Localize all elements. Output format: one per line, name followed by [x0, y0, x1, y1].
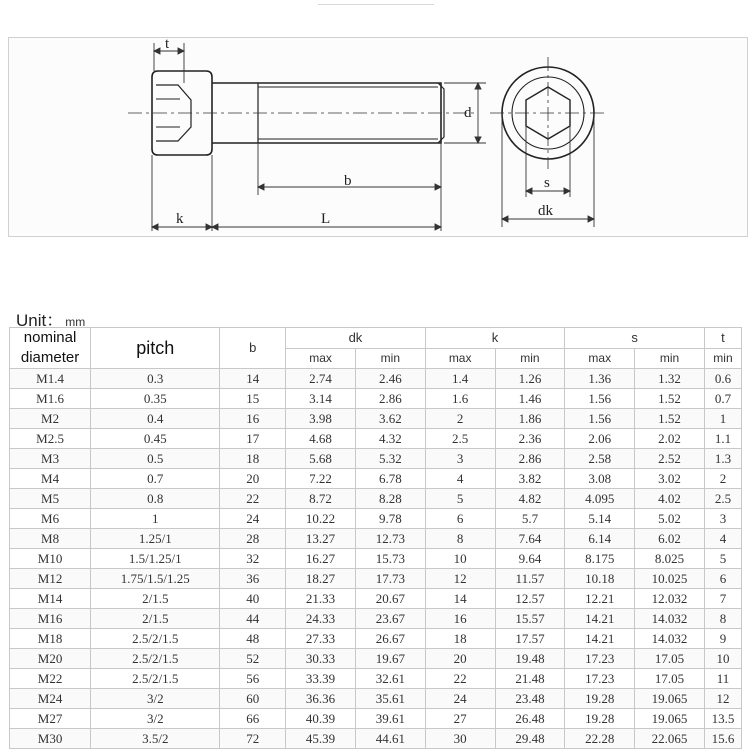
table-row	[10, 669, 742, 689]
cell-b: 24	[220, 509, 286, 529]
cell-t-min: 7	[704, 589, 741, 609]
cell-s-max: 4.095	[565, 489, 635, 509]
cell-b: 72	[220, 729, 286, 749]
screw-technical-drawing	[8, 37, 748, 237]
cell-dk-min: 2.46	[355, 369, 425, 389]
header-k-max: max	[425, 349, 495, 369]
cell-nominal: M1.4	[10, 369, 91, 389]
cell-dk-min: 9.78	[355, 509, 425, 529]
header-s-max: max	[565, 349, 635, 369]
cell-nominal: M4	[10, 469, 91, 489]
cell-pitch: 2/1.5	[91, 609, 220, 629]
cell-pitch: 0.4	[91, 409, 220, 429]
cell-dk-max: 27.33	[286, 629, 356, 649]
cell-s-min: 1.52	[635, 389, 705, 409]
cell-nominal: M22	[10, 669, 91, 689]
cell-dk-max: 3.98	[286, 409, 356, 429]
cell-pitch: 0.7	[91, 469, 220, 489]
cell-dk-max: 45.39	[286, 729, 356, 749]
cell-s-min: 14.032	[635, 629, 705, 649]
drawing-frame	[9, 38, 748, 237]
cell-s-min: 1.52	[635, 409, 705, 429]
cell-k-min: 1.26	[495, 369, 565, 389]
cell-nominal: M8	[10, 529, 91, 549]
table-row	[10, 649, 742, 669]
cell-t-min: 3	[704, 509, 741, 529]
cell-k-min: 1.86	[495, 409, 565, 429]
cell-dk-min: 35.61	[355, 689, 425, 709]
cell-b: 44	[220, 609, 286, 629]
table-row	[10, 449, 742, 469]
cell-k-min: 11.57	[495, 569, 565, 589]
cell-s-max: 14.21	[565, 609, 635, 629]
cell-nominal: M18	[10, 629, 91, 649]
cell-b: 28	[220, 529, 286, 549]
cell-nominal: M10	[10, 549, 91, 569]
cell-nominal: M12	[10, 569, 91, 589]
table-row	[10, 409, 742, 429]
cell-pitch: 2/1.5	[91, 589, 220, 609]
table-row	[10, 629, 742, 649]
header-pitch: pitch	[91, 328, 220, 369]
table-row	[10, 569, 742, 589]
cell-t-min: 8	[704, 609, 741, 629]
cell-pitch: 2.5/2/1.5	[91, 669, 220, 689]
cell-s-max: 17.23	[565, 669, 635, 689]
header-s-min: min	[635, 349, 705, 369]
cell-dk-max: 2.74	[286, 369, 356, 389]
cell-t-min: 1	[704, 409, 741, 429]
cell-dk-max: 36.36	[286, 689, 356, 709]
table-row	[10, 549, 742, 569]
cell-dk-max: 8.72	[286, 489, 356, 509]
cell-k-max: 5	[425, 489, 495, 509]
cell-b: 48	[220, 629, 286, 649]
cell-dk-min: 8.28	[355, 489, 425, 509]
cell-dk-min: 26.67	[355, 629, 425, 649]
table-row	[10, 689, 742, 709]
cell-s-max: 2.58	[565, 449, 635, 469]
header-b: b	[220, 328, 286, 369]
header-nominal-line2: diameter	[20, 349, 80, 366]
cell-k-min: 2.36	[495, 429, 565, 449]
label-dk: dk	[538, 203, 553, 219]
cell-k-max: 4	[425, 469, 495, 489]
cell-dk-min: 39.61	[355, 709, 425, 729]
cell-dk-min: 5.32	[355, 449, 425, 469]
cell-k-max: 14	[425, 589, 495, 609]
cell-pitch: 3.5/2	[91, 729, 220, 749]
cell-dk-max: 33.39	[286, 669, 356, 689]
cell-b: 16	[220, 409, 286, 429]
cell-k-min: 2.86	[495, 449, 565, 469]
cell-s-min: 8.025	[635, 549, 705, 569]
cell-k-max: 24	[425, 689, 495, 709]
cell-k-min: 21.48	[495, 669, 565, 689]
cell-s-min: 17.05	[635, 649, 705, 669]
cell-t-min: 13.5	[704, 709, 741, 729]
cell-k-max: 12	[425, 569, 495, 589]
cell-s-min: 19.065	[635, 689, 705, 709]
cell-nominal: M6	[10, 509, 91, 529]
header-k-min: min	[495, 349, 565, 369]
cell-s-max: 8.175	[565, 549, 635, 569]
label-s: s	[544, 175, 550, 191]
cell-dk-min: 44.61	[355, 729, 425, 749]
cell-b: 22	[220, 489, 286, 509]
cell-s-max: 3.08	[565, 469, 635, 489]
cell-s-min: 4.02	[635, 489, 705, 509]
cell-t-min: 15.6	[704, 729, 741, 749]
cell-dk-max: 24.33	[286, 609, 356, 629]
cell-s-max: 1.56	[565, 389, 635, 409]
cell-b: 40	[220, 589, 286, 609]
cell-dk-max: 40.39	[286, 709, 356, 729]
cell-s-min: 12.032	[635, 589, 705, 609]
cell-b: 18	[220, 449, 286, 469]
cell-dk-max: 10.22	[286, 509, 356, 529]
cell-s-max: 6.14	[565, 529, 635, 549]
cell-pitch: 1.5/1.25/1	[91, 549, 220, 569]
cell-pitch: 0.35	[91, 389, 220, 409]
header-s: s	[565, 328, 705, 349]
cell-dk-min: 19.67	[355, 649, 425, 669]
table-row	[10, 589, 742, 609]
cell-nominal: M3	[10, 449, 91, 469]
cell-pitch: 1.25/1	[91, 529, 220, 549]
cell-k-max: 8	[425, 529, 495, 549]
header-t: t	[704, 328, 741, 349]
cell-k-min: 5.7	[495, 509, 565, 529]
cell-nominal: M2	[10, 409, 91, 429]
cell-s-max: 1.56	[565, 409, 635, 429]
cell-k-min: 3.82	[495, 469, 565, 489]
cell-nominal: M2.5	[10, 429, 91, 449]
label-b: b	[344, 173, 352, 189]
cell-t-min: 0.7	[704, 389, 741, 409]
cell-s-min: 3.02	[635, 469, 705, 489]
label-d: d	[464, 105, 472, 121]
label-L: L	[321, 211, 331, 227]
header-nominal-diameter	[10, 328, 91, 369]
cell-t-min: 2	[704, 469, 741, 489]
cell-pitch: 2.5/2/1.5	[91, 649, 220, 669]
cell-s-max: 10.18	[565, 569, 635, 589]
cell-pitch: 0.3	[91, 369, 220, 389]
cell-s-max: 14.21	[565, 629, 635, 649]
cell-s-max: 12.21	[565, 589, 635, 609]
table-row	[10, 469, 742, 489]
cell-k-min: 26.48	[495, 709, 565, 729]
header-dk-min: min	[355, 349, 425, 369]
cell-dk-max: 7.22	[286, 469, 356, 489]
cell-s-max: 19.28	[565, 709, 635, 729]
cell-t-min: 4	[704, 529, 741, 549]
cell-s-max: 5.14	[565, 509, 635, 529]
cell-pitch: 0.45	[91, 429, 220, 449]
cell-k-min: 17.57	[495, 629, 565, 649]
cell-pitch: 0.8	[91, 489, 220, 509]
cell-pitch: 3/2	[91, 709, 220, 729]
cell-k-max: 30	[425, 729, 495, 749]
cell-k-max: 2.5	[425, 429, 495, 449]
cell-s-min: 2.52	[635, 449, 705, 469]
table-row	[10, 529, 742, 549]
unit-separator: ：	[46, 311, 64, 330]
cell-nominal: M30	[10, 729, 91, 749]
cell-k-max: 6	[425, 509, 495, 529]
cell-t-min: 1.1	[704, 429, 741, 449]
table-body	[10, 369, 742, 749]
cell-nominal: M24	[10, 689, 91, 709]
cell-dk-max: 16.27	[286, 549, 356, 569]
cell-s-max: 19.28	[565, 689, 635, 709]
cell-dk-min: 2.86	[355, 389, 425, 409]
cell-b: 52	[220, 649, 286, 669]
cell-dk-max: 4.68	[286, 429, 356, 449]
cell-b: 17	[220, 429, 286, 449]
cell-s-min: 17.05	[635, 669, 705, 689]
cell-b: 32	[220, 549, 286, 569]
cell-t-min: 5	[704, 549, 741, 569]
cell-k-min: 9.64	[495, 549, 565, 569]
cell-s-min: 14.032	[635, 609, 705, 629]
cell-t-min: 10	[704, 649, 741, 669]
cell-k-max: 22	[425, 669, 495, 689]
cell-dk-min: 4.32	[355, 429, 425, 449]
table-row	[10, 709, 742, 729]
cell-k-min: 15.57	[495, 609, 565, 629]
cell-s-min: 5.02	[635, 509, 705, 529]
header-row-1	[10, 328, 742, 349]
top-divider	[318, 4, 434, 5]
cell-b: 60	[220, 689, 286, 709]
cell-dk-max: 30.33	[286, 649, 356, 669]
cell-k-min: 1.46	[495, 389, 565, 409]
cell-b: 66	[220, 709, 286, 729]
table-row	[10, 489, 742, 509]
cell-k-max: 20	[425, 649, 495, 669]
cell-s-max: 1.36	[565, 369, 635, 389]
cell-nominal: M27	[10, 709, 91, 729]
cell-t-min: 6	[704, 569, 741, 589]
cell-k-max: 10	[425, 549, 495, 569]
unit-value: mm	[65, 315, 86, 329]
cell-dk-min: 15.73	[355, 549, 425, 569]
cell-pitch: 0.5	[91, 449, 220, 469]
cell-t-min: 11	[704, 669, 741, 689]
cell-pitch: 2.5/2/1.5	[91, 629, 220, 649]
cell-s-min: 6.02	[635, 529, 705, 549]
cell-dk-max: 5.68	[286, 449, 356, 469]
cell-dk-min: 23.67	[355, 609, 425, 629]
screw-spec-table	[9, 327, 742, 749]
cell-b: 15	[220, 389, 286, 409]
cell-s-max: 2.06	[565, 429, 635, 449]
cell-k-min: 12.57	[495, 589, 565, 609]
cell-s-min: 22.065	[635, 729, 705, 749]
table-row	[10, 509, 742, 529]
cell-s-min: 10.025	[635, 569, 705, 589]
cell-t-min: 2.5	[704, 489, 741, 509]
cell-s-min: 19.065	[635, 709, 705, 729]
header-dk-max: max	[286, 349, 356, 369]
cell-s-max: 22.28	[565, 729, 635, 749]
cell-k-max: 2	[425, 409, 495, 429]
cell-b: 56	[220, 669, 286, 689]
cell-s-min: 1.32	[635, 369, 705, 389]
table-row	[10, 429, 742, 449]
cell-k-max: 18	[425, 629, 495, 649]
cell-k-max: 16	[425, 609, 495, 629]
cell-dk-min: 3.62	[355, 409, 425, 429]
table-row	[10, 389, 742, 409]
cell-nominal: M14	[10, 589, 91, 609]
cell-t-min: 1.3	[704, 449, 741, 469]
cell-s-min: 2.02	[635, 429, 705, 449]
cell-k-max: 1.4	[425, 369, 495, 389]
cell-b: 20	[220, 469, 286, 489]
header-t-min: min	[704, 349, 741, 369]
cell-dk-min: 17.73	[355, 569, 425, 589]
cell-nominal: M1.6	[10, 389, 91, 409]
cell-k-max: 3	[425, 449, 495, 469]
cell-k-max: 27	[425, 709, 495, 729]
cell-k-min: 23.48	[495, 689, 565, 709]
cell-k-min: 19.48	[495, 649, 565, 669]
cell-pitch: 3/2	[91, 689, 220, 709]
cell-pitch: 1.75/1.5/1.25	[91, 569, 220, 589]
cell-nominal: M5	[10, 489, 91, 509]
cell-t-min: 12	[704, 689, 741, 709]
cell-dk-max: 3.14	[286, 389, 356, 409]
label-k: k	[176, 211, 184, 227]
cell-s-max: 17.23	[565, 649, 635, 669]
cell-dk-min: 12.73	[355, 529, 425, 549]
cell-k-max: 1.6	[425, 389, 495, 409]
cell-dk-max: 21.33	[286, 589, 356, 609]
table-row	[10, 729, 742, 749]
cell-dk-max: 18.27	[286, 569, 356, 589]
header-k: k	[425, 328, 565, 349]
cell-dk-min: 6.78	[355, 469, 425, 489]
table-row	[10, 369, 742, 389]
cell-dk-min: 20.67	[355, 589, 425, 609]
cell-k-min: 7.64	[495, 529, 565, 549]
cell-k-min: 4.82	[495, 489, 565, 509]
table-row	[10, 609, 742, 629]
header-nominal-line1: nominal	[23, 329, 77, 346]
cell-t-min: 9	[704, 629, 741, 649]
cell-k-min: 29.48	[495, 729, 565, 749]
cell-pitch: 1	[91, 509, 220, 529]
cell-nominal: M16	[10, 609, 91, 629]
cell-dk-min: 32.61	[355, 669, 425, 689]
label-t: t	[165, 37, 170, 52]
cell-b: 36	[220, 569, 286, 589]
cell-t-min: 0.6	[704, 369, 741, 389]
header-dk: dk	[286, 328, 426, 349]
unit-title: Unit	[16, 311, 47, 330]
cell-b: 14	[220, 369, 286, 389]
cell-dk-max: 13.27	[286, 529, 356, 549]
cell-nominal: M20	[10, 649, 91, 669]
